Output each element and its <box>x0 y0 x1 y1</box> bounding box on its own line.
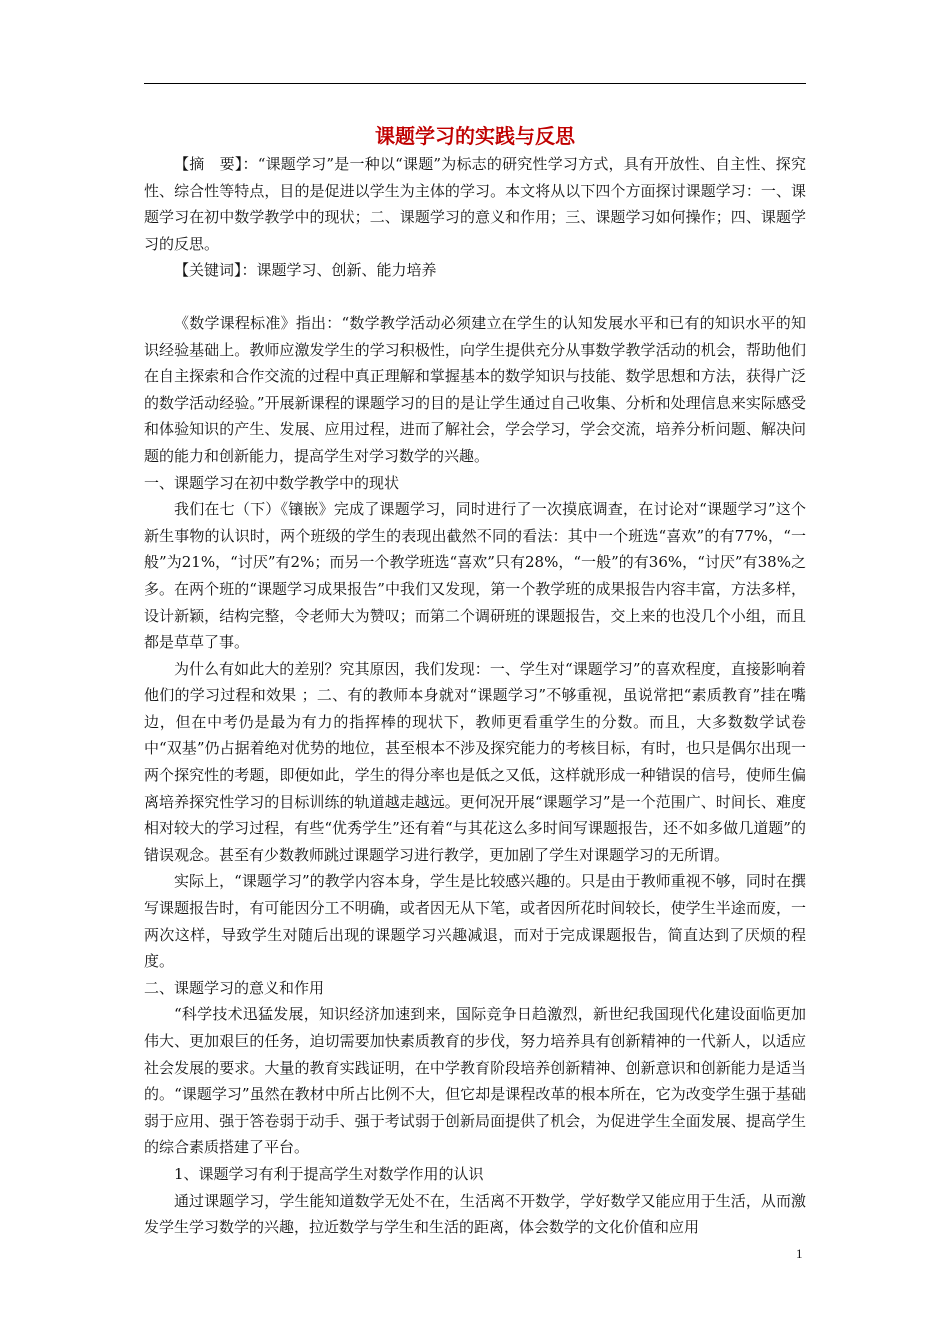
document-body <box>144 121 806 1241</box>
section1-paragraph-3: 实际上，“课题学习”的教学内容本身，学生是比较感兴趣的。只是由于教师重视不够，同时在撰写课题报告时，有可能因分工不明确，或者因无从下笔，或者因所花时间较长，使学生半途而废，一两次这样，导致学生对随后出现的课题学习兴趣减退，而对于完成课题报告，简直达到了厌烦的程度。 <box>144 872 806 971</box>
abstract: 【摘 要】：“课题学习”是一种以“课题”为标志的研究性学习方式，具有开放性、自主性、探究性、综合性等特点，目的是促进以学生为主体的学习。本文将从以下四个方面探讨课题学习：一、课题学习在初中数学教学中的现状；二、课题学习的意义和作用；三、课题学习如何操作；四、课题学习的反思。 <box>144 155 806 253</box>
page-number: 1 <box>796 1246 803 1261</box>
section-heading-2: 二、课题学习的意义和作用 <box>144 978 325 997</box>
section1-paragraph-2: 为什么有如此大的差别？究其原因，我们发现：一、学生对“课题学习”的喜欢程度，直接影响着他们的学习过程和效果 ；二、有的教师本身就对“课题学习”不够重视，虽说常把“素质教育”挂在嘴边，但在中考仍是最为有力的指挥棒的现状下，教师更看重学生的分数。而且，大多数数学试卷中“双基”仍占据着绝对优势的地位，甚至根本不涉及探究能力的考核目标，有时，也只是偶尔出现一两个探究性的考题，即便如此，学生的得分率也是低之又低，这样就形成一种错误的信号，使师生偏离培养探究性学习的目标训练的轨道越走越远。更何况开展“课题学习”是一个范围广、时间长、难度相对较大的学习过程，有些“优秀学生”还有着“与其花这么多时间写课题报告，还不如多做几道题”的错误观念。甚至有少数教师跳过课题学习进行教学，更加剧了学生对课题学习的无所谓。 <box>144 659 806 864</box>
intro-paragraph: 《数学课程标准》指出：“数学教学活动必须建立在学生的认知发展水平和已有的知识水平的知识经验基础上。教师应激发学生的学习积极性，向学生提供充分从事数学教学活动的机会，帮助他们在自主探索和合作交流的过程中真正理解和掌握基本的数学知识与技能、数学思想和方法，获得广泛的数学活动经验。”开展新课程的课题学习的目的是让学生通过自己收集、分析和处理信息来实际感受和体验知识的产生、发展、应用过程，进而了解社会，学会学习，学会交流，培养分析问题、解决问题的能力和创新能力，提高学生对学习数学的兴趣。 <box>144 313 806 465</box>
subsection1-paragraph-1: 通过课题学习，学生能知道数学无处不在，生活离不开数学，学好数学又能应用于生活，从而激发学生学习数学的兴趣，拉近数学与学生和生活的距离，体会数学的文化价值和应用 <box>144 1191 806 1237</box>
document-title: 课题学习的实践与反思 <box>375 124 575 148</box>
keywords: 【关键词】：课题学习、创新、能力培养 <box>174 261 437 280</box>
blank-line <box>144 284 806 310</box>
section-heading-1: 一、课题学习在初中数学教学中的现状 <box>144 473 400 492</box>
subsection-heading-1: 1、课题学习有利于提高学生对数学作用的认识 <box>174 1164 484 1183</box>
header-rule <box>144 83 806 84</box>
section2-paragraph-1: “科学技术迅猛发展，知识经济加速到来，国际竞争日趋激烈，新世纪我国现代化建设面临更加伟大、更加艰巨的任务，迫切需要加快素质教育的步伐，努力培养具有创新精神的一代新人，以适应社会发展的要求。大量的教育实践证明，在中学教育阶段培养创新精神、创新意识和创新能力是适当的。“课题学习”虽然在教材中所占比例不大，但它却是课程改革的根本所在，它为改变学生强于基础弱于应用、强于答卷弱于动手、强于考试弱于创新局面提供了机会，为促进学生全面发展、提高学生的综合素质搭建了平台。 <box>144 1005 806 1157</box>
section1-paragraph-1: 我们在七（下）《镶嵌》完成了课题学习，同时进行了一次摸底调查，在讨论对“课题学习”这个新生事物的认识时，两个班级的学生的表现出截然不同的看法：其中一个班选“喜欢”的有77%，“一般”为21%，“讨厌”有2%；而另一个教学班选“喜欢”只有28%，“一般”的有36%，“讨厌”有38%之多。在两个班的“课题学习成果报告”中我们又发现，第一个教学班的成果报告内容丰富，方法多样，设计新颖，结构完整，令老师大为赞叹；而第二个调研班的课题报告，交上来的也没几个小组，而且都是草草了事。 <box>144 500 806 652</box>
